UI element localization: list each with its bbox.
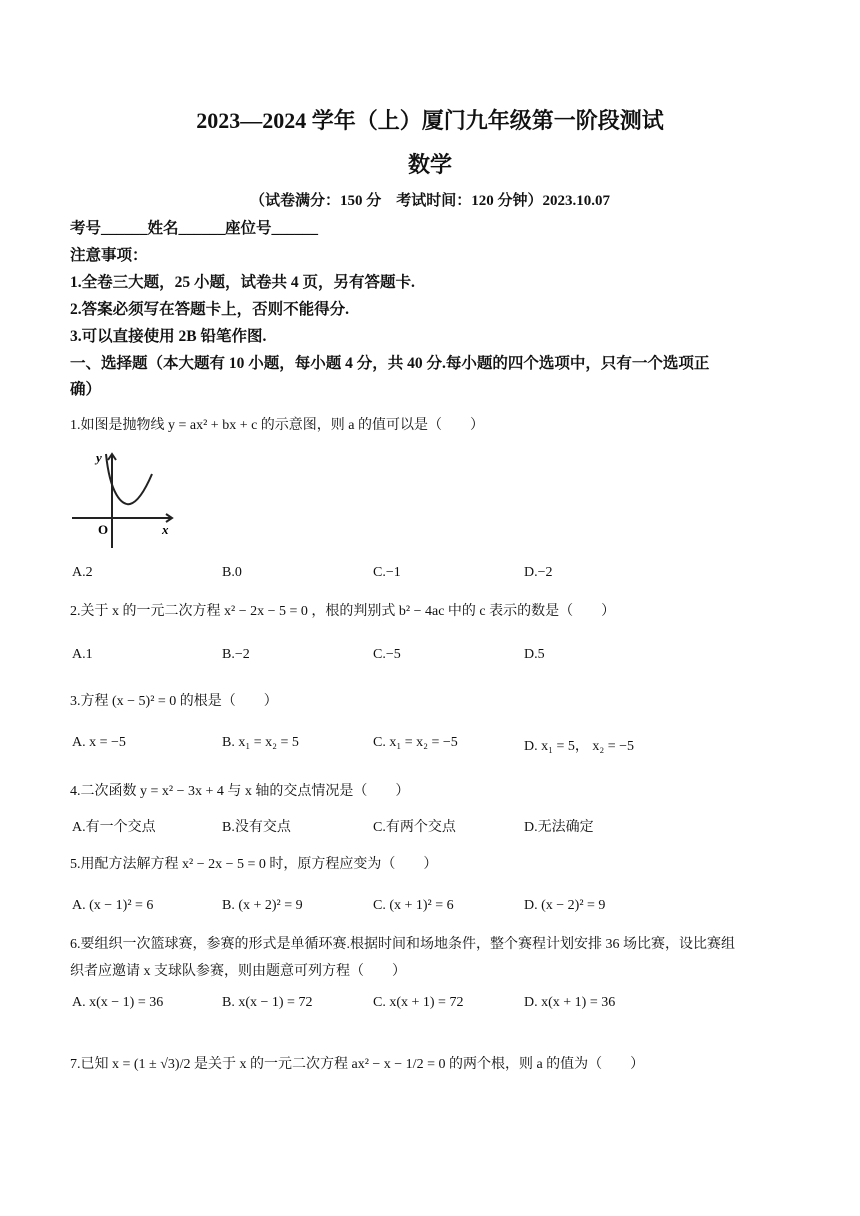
option-a: A. x(x − 1) = 36 — [72, 995, 164, 1010]
question-5-stem: 5.用配方法解方程 x² − 2x − 5 = 0 时，原方程应变为（ ） — [70, 857, 438, 872]
question-4-stem: 4.二次函数 y = x² − 3x + 4 与 x 轴的交点情况是（ ） — [70, 784, 410, 799]
question-7-stem: 7.已知 x = (1 ± √3)/2 是关于 x 的一元二次方程 ax² − x − 1/2 = 0 的两个根，则 a 的值为（ ） — [70, 1057, 645, 1072]
option-b: B.−2 — [222, 647, 250, 662]
option-a: A. x = −5 — [72, 735, 126, 750]
option-d: D.无法确定 — [524, 820, 594, 835]
option-a: A. (x − 1)² = 6 — [72, 898, 154, 913]
option-d: D.5 — [524, 647, 545, 662]
section-heading-cont: 确） — [70, 381, 102, 398]
option-b: B.0 — [222, 565, 242, 580]
parabola-figure — [68, 444, 178, 552]
x-axis-label: x — [162, 522, 169, 537]
note-item: 2.答案必须写在答题卡上，否则不能得分. — [70, 301, 350, 318]
option-c: C. (x + 1)² = 6 — [373, 898, 454, 913]
note-item: 1.全卷三大题，25 小题，试卷共 4 页，另有答题卡. — [70, 274, 415, 291]
option-d: D. (x − 2)² = 9 — [524, 898, 606, 913]
option-d: D. x₁ = 5， x₂ = −5 — [524, 739, 635, 754]
option-b: B. (x + 2)² = 9 — [222, 898, 303, 913]
option-c: C.−1 — [373, 565, 401, 580]
option-d: D.−2 — [524, 565, 553, 580]
option-a: A.有一个交点 — [72, 820, 156, 835]
subject-title: 数学 — [407, 152, 452, 177]
question-2-stem: 2.关于 x 的一元二次方程 x² − 2x − 5 = 0 ，根的判别式 b² − 4ac 中的 c 表示的数是（ ） — [70, 604, 616, 619]
origin-label: O — [98, 522, 109, 537]
question-1-stem: 1.如图是抛物线 y = ax² + bx + c 的示意图，则 a 的值可以是（ ） — [70, 418, 485, 433]
exam-info: （试卷满分：150 分 考试时间：120 分钟）2023.10.07 — [249, 193, 610, 209]
section-heading: 一、选择题（本大题有 10 小题，每小题 4 分，共 40 分.每小题的四个选项中，只有一个选项正 — [70, 355, 710, 372]
note-item: 3.可以直接使用 2B 铅笔作图. — [70, 328, 267, 345]
exam-title: 2023—2024 学年（上）厦门九年级第一阶段测试 — [196, 108, 664, 133]
question-6-stem-cont: 织者应邀请 x 支球队参赛，则由题意可列方程（ ） — [70, 964, 406, 979]
notes-heading: 注意事项： — [70, 247, 148, 264]
option-b: B. x(x − 1) = 72 — [222, 995, 313, 1010]
question-3-stem: 3.方程 (x − 5)² = 0 的根是（ ） — [70, 694, 278, 709]
question-6-stem: 6.要组织一次篮球赛，参赛的形式是单循环赛.根据时间和场地条件，整个赛程计划安排 36 场比赛，设比赛组 — [70, 937, 735, 952]
option-a: A.2 — [72, 565, 93, 580]
option-b: B. x₁ = x₂ = 5 — [222, 735, 299, 750]
option-a: A.1 — [72, 647, 93, 662]
option-c: C. x₁ = x₂ = −5 — [373, 735, 458, 750]
option-d: D. x(x + 1) = 36 — [524, 995, 616, 1010]
option-c: C.有两个交点 — [373, 820, 456, 835]
option-c: C. x(x + 1) = 72 — [373, 995, 464, 1010]
option-c: C.−5 — [373, 647, 401, 662]
student-fields: 考号______姓名______座位号______ — [70, 220, 319, 237]
y-axis-label: y — [96, 450, 102, 465]
option-b: B.没有交点 — [222, 820, 291, 835]
